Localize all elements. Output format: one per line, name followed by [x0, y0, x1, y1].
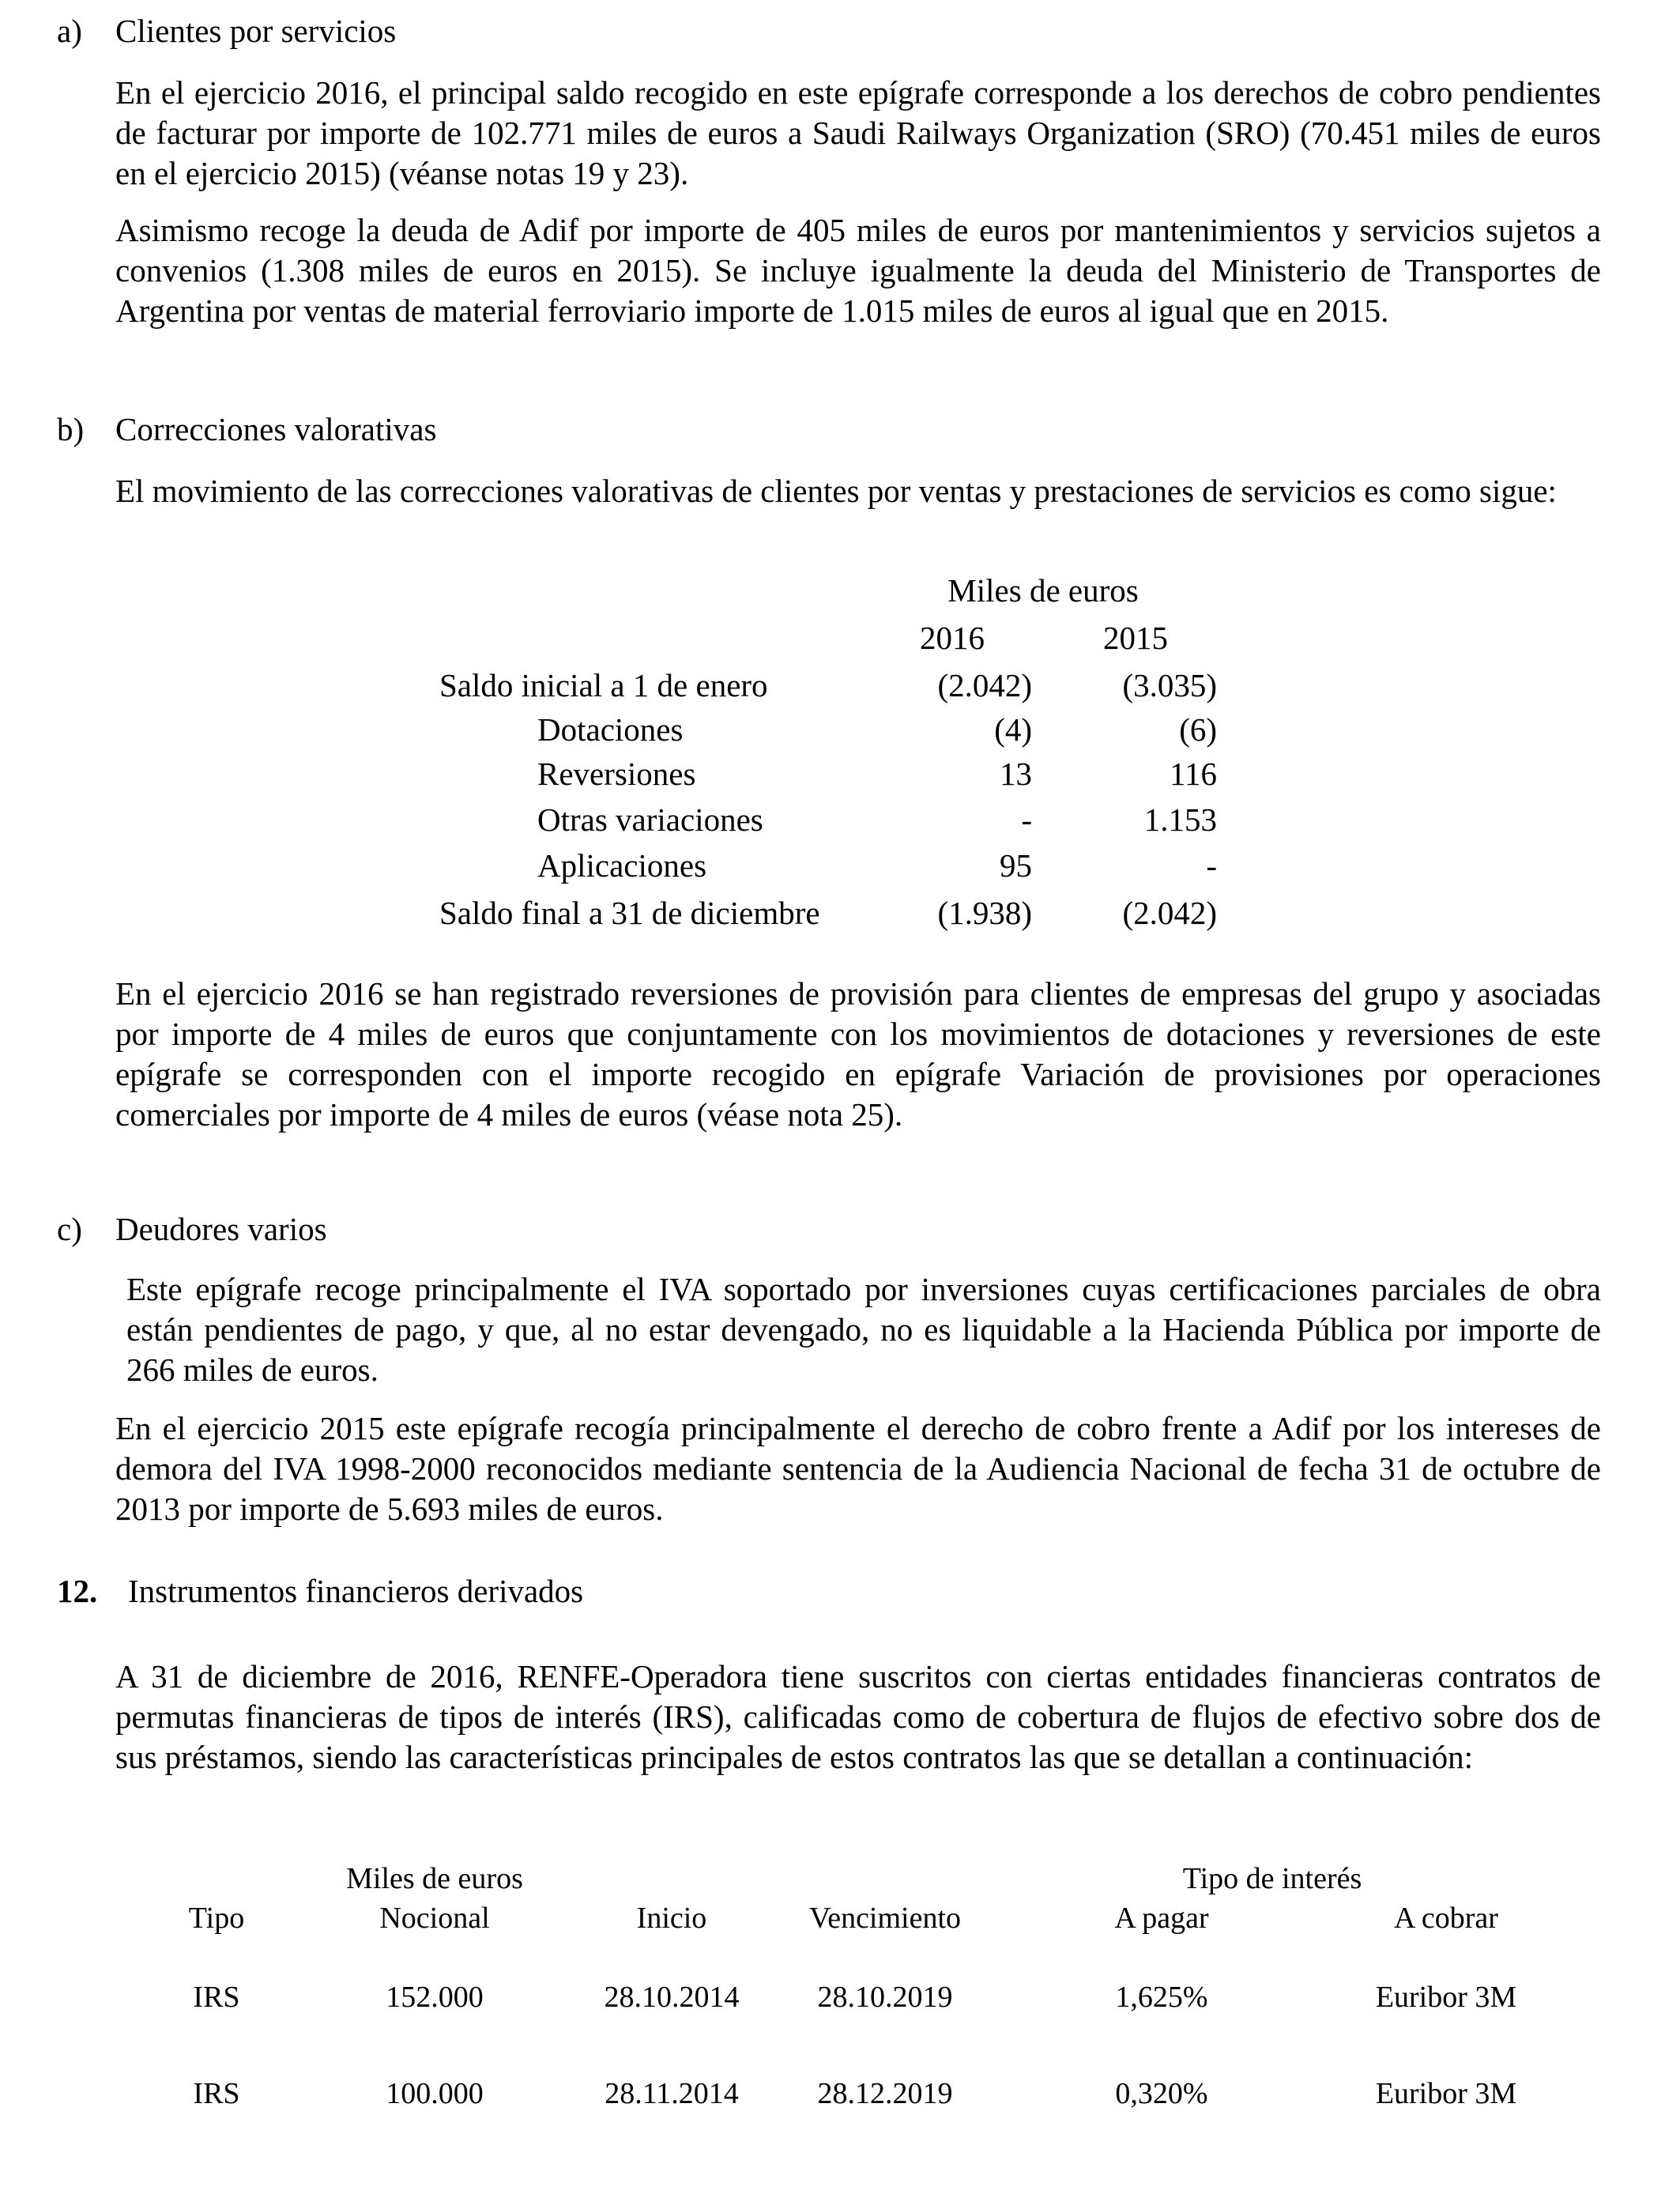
row-label: Reversiones [537, 756, 696, 792]
section-c-marker: c) [57, 1211, 82, 1247]
cell-vencimiento: 28.10.2019 [817, 1981, 953, 2014]
value-2015: 116 [1170, 756, 1217, 792]
table-year-2015: 2015 [1103, 620, 1168, 656]
col-header-a-pagar: A pagar [1114, 1902, 1209, 1935]
section-12-number: 12. [57, 1573, 98, 1609]
col-header-inicio: Inicio [636, 1902, 707, 1935]
cell-inicio: 28.10.2014 [604, 1981, 740, 2014]
group-header-miles: Miles de euros [346, 1862, 523, 1895]
section-c-title: Deudores varios [115, 1211, 327, 1247]
value-2015: (6) [1179, 711, 1217, 748]
col-header-nocional: Nocional [379, 1902, 490, 1935]
table-unit-header: Miles de euros [947, 572, 1139, 609]
cell-inicio: 28.11.2014 [605, 2077, 739, 2110]
table-year-2016: 2016 [920, 620, 985, 656]
section-a-title: Clientes por servicios [115, 13, 397, 49]
value-2016: (1.938) [937, 895, 1032, 931]
cell-tipo: IRS [193, 2077, 240, 2110]
section-c-paragraph-2: En el ejercicio 2015 este epígrafe recogía principalmente el derecho de cobro frente a Adif por los intereses de demora del IVA 1998-2000 reconocidos mediante sentencia de la Audiencia Nacional de fecha 31 de octubre de 2013 por importe de 5.693 miles de euros. [115, 1410, 1601, 1527]
cell-a-cobrar: Euribor 3M [1375, 2077, 1517, 2110]
row-label: Aplicaciones [537, 847, 707, 884]
value-2015: (2.042) [1122, 895, 1217, 931]
col-header-a-cobrar: A cobrar [1394, 1902, 1498, 1935]
cell-a-pagar: 0,320% [1115, 2077, 1208, 2110]
cell-tipo: IRS [193, 1981, 240, 2014]
cell-vencimiento: 28.12.2019 [817, 2077, 953, 2110]
value-2015: 1.153 [1143, 801, 1217, 838]
value-2016: (2.042) [937, 667, 1032, 703]
value-2015: (3.035) [1122, 667, 1217, 703]
cell-nocional: 100.000 [386, 2077, 484, 2110]
row-label: Saldo final a 31 de diciembre [439, 895, 820, 931]
section-a-marker: a) [57, 13, 82, 49]
value-2016: 95 [1000, 847, 1032, 884]
section-12-paragraph-1: A 31 de diciembre de 2016, RENFE-Operadora tiene suscritos con ciertas entidades financieras contratos de permutas financieras de tipos de interés (IRS), calificadas como de cobertura de flujos de efectivo sobre dos de sus préstamos, siendo las características principales de estos contratos las que se detallan a continuación: [115, 1658, 1601, 1775]
section-c-paragraph-1: Este epígrafe recoge principalmente el IVA soportado por inversiones cuyas certificaciones parciales de obra están pendientes de pago, y que, al no estar devengado, no es liquidable a la Hacienda Pública por importe de 266 miles de euros. [126, 1271, 1601, 1388]
section-a-paragraph-2: Asimismo recoge la deuda de Adif por importe de 405 miles de euros por mantenimientos y servicios sujetos a convenios (1.308 miles de euros en 2015). Se incluye igualmente la deuda del Ministerio de Transportes de Argentina por ventas de material ferroviario importe de 1.015 miles de euros al igual que en 2015. [115, 212, 1601, 329]
section-a-paragraph-1: En el ejercicio 2016, el principal saldo recogido en este epígrafe corresponde a los derechos de cobro pendientes de facturar por importe de 102.771 miles de euros a Saudi Railways Organization (SRO) (70.451 miles de euros en el ejercicio 2015) (véanse notas 19 y 23). [115, 74, 1601, 191]
section-b-paragraph-1: El movimiento de las correcciones valorativas de clientes por ventas y prestaciones de servicios es como sigue: [115, 473, 1557, 509]
cell-nocional: 152.000 [386, 1981, 484, 2014]
value-2016: - [1021, 801, 1032, 838]
section-b-title: Correcciones valorativas [115, 411, 437, 447]
value-2016: 13 [1000, 756, 1032, 792]
col-header-vencimiento: Vencimiento [808, 1902, 962, 1935]
col-header-tipo: Tipo [188, 1902, 245, 1935]
cell-a-cobrar: Euribor 3M [1375, 1981, 1517, 2014]
group-header-tipo-interes: Tipo de interés [1182, 1862, 1362, 1895]
section-b-marker: b) [57, 411, 85, 447]
value-2015: - [1206, 847, 1217, 884]
row-label: Otras variaciones [537, 801, 763, 838]
section-b-paragraph-2: En el ejercicio 2016 se han registrado reversiones de provisión para clientes de empresas del grupo y asociadas por importe de 4 miles de euros que conjuntamente con los movimientos de dotaciones y reversiones de este epígrafe se corresponden con el importe recogido en epígrafe Variación de provisiones por operaciones comerciales por importe de 4 miles de euros (véase nota 25). [115, 975, 1601, 1133]
value-2016: (4) [994, 711, 1032, 748]
section-12-title: Instrumentos financieros derivados [128, 1573, 584, 1609]
row-label: Saldo inicial a 1 de enero [439, 667, 768, 703]
cell-a-pagar: 1,625% [1115, 1981, 1208, 2014]
row-label: Dotaciones [537, 711, 684, 748]
